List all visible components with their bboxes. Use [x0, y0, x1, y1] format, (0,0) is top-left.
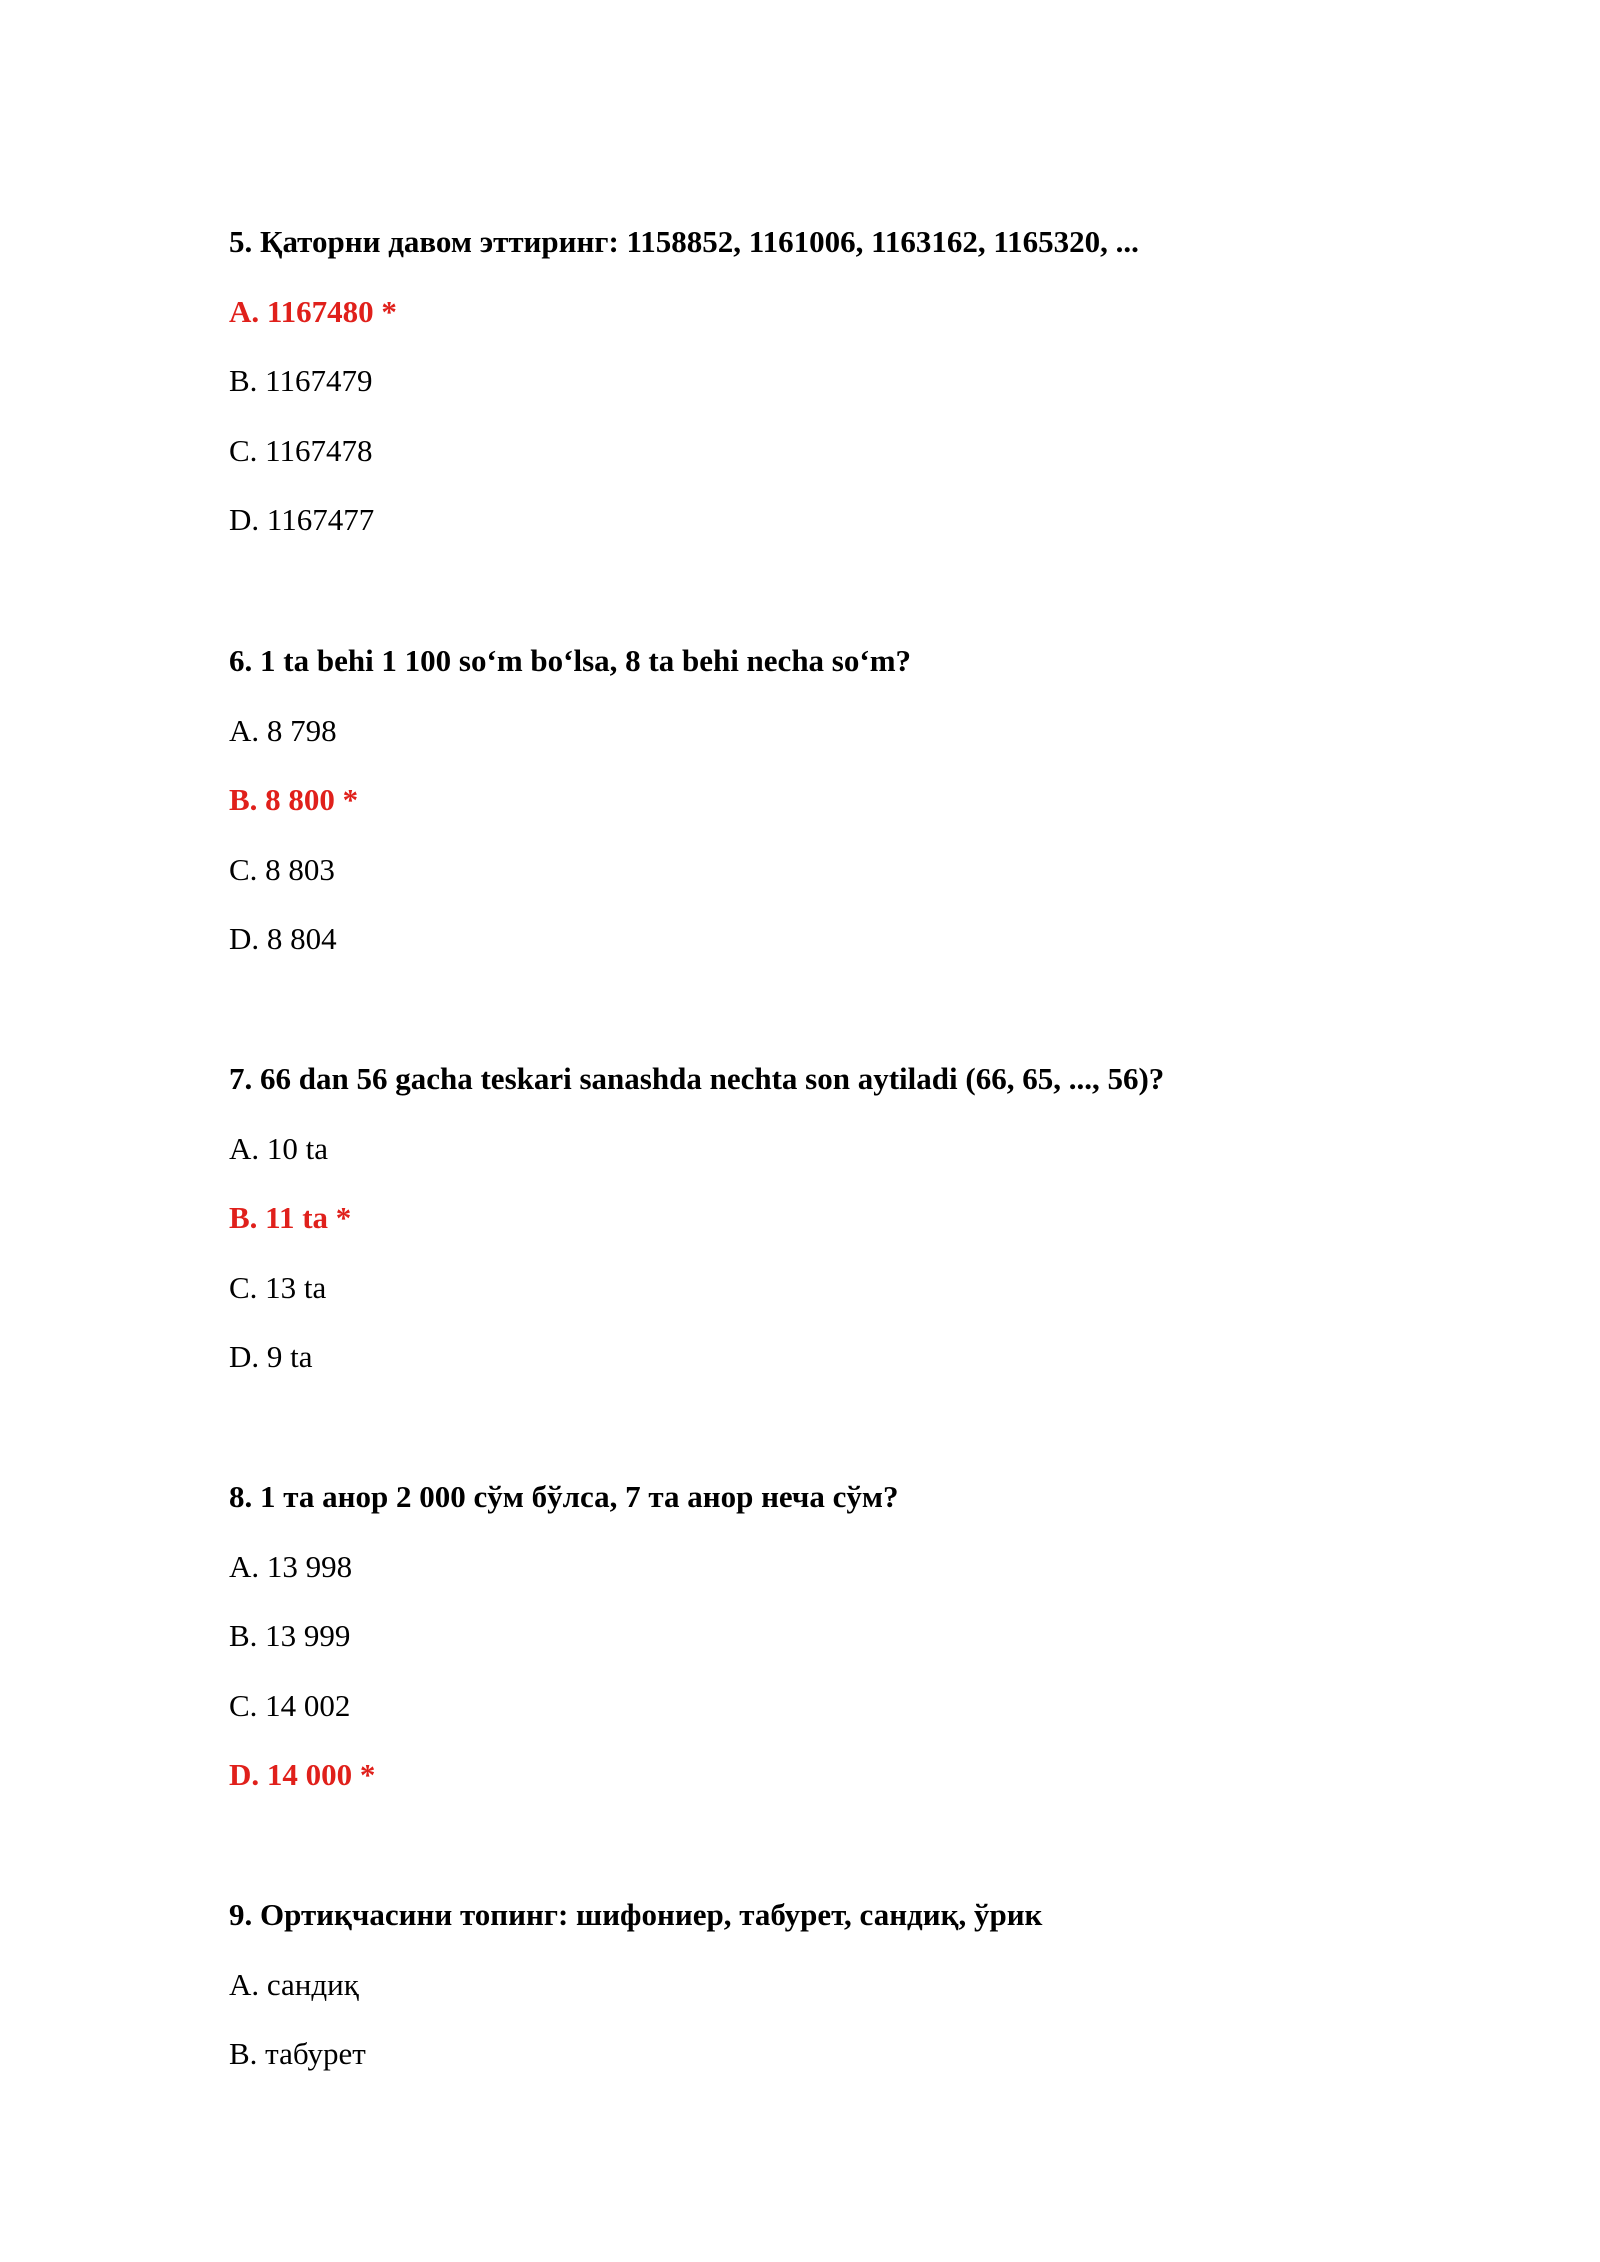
answer-option-b: B. табурет — [229, 2036, 366, 2071]
answer-option-a: A. 1167480 * — [229, 293, 397, 329]
question-7 — [229, 1059, 1529, 1377]
question-text: 9. Ортиқчасини топинг: шифониер, табурет, сандиқ, ўрик — [229, 1897, 1043, 1932]
answer-option-a: A. 10 ta — [229, 1130, 329, 1166]
question-text: 6. 1 ta behi 1 100 so‘m bo‘lsa, 8 ta behi necha so‘m? — [229, 643, 912, 678]
answer-option-a: A. сандиқ — [229, 1966, 359, 2002]
question-text: 7. 66 dan 56 gacha teskari sanashda nechta son aytiladi (66, 65, ..., 56)? — [229, 1061, 1165, 1096]
answer-options — [229, 1965, 1529, 2075]
answer-options — [229, 1129, 1529, 1378]
question-6 — [229, 641, 1529, 959]
answer-option-a: A. 13 998 — [229, 1548, 353, 1584]
answer-option-b: B. 11 ta * — [229, 1200, 352, 1235]
answer-options — [229, 292, 1529, 541]
answer-option-d: D. 1167477 — [229, 502, 375, 537]
answer-option-c: C. 13 ta — [229, 1269, 327, 1305]
answer-option-b: B. 13 999 — [229, 1618, 351, 1653]
question-5 — [229, 222, 1529, 540]
answer-option-b: B. 8 800 * — [229, 782, 359, 817]
answer-option-b: B. 1167479 — [229, 363, 373, 398]
answer-option-d: D. 14 000 * — [229, 1757, 376, 1792]
answer-option-c: C. 14 002 — [229, 1687, 351, 1723]
question-8 — [229, 1477, 1529, 1795]
answer-options — [229, 711, 1529, 960]
question-9 — [229, 1895, 1529, 2074]
answer-option-c: C. 8 803 — [229, 851, 335, 887]
answer-option-c: C. 1167478 — [229, 432, 373, 468]
answer-option-d: D. 9 ta — [229, 1339, 313, 1374]
question-text: 8. 1 та анор 2 000 сўм бўлса, 7 та анор неча сўм? — [229, 1479, 899, 1514]
answer-option-d: D. 8 804 — [229, 921, 337, 956]
answer-options — [229, 1547, 1529, 1796]
answer-option-a: A. 8 798 — [229, 712, 337, 748]
question-text: 5. Қаторни давом эттиринг: 1158852, 1161006, 1163162, 1165320, ... — [229, 224, 1139, 259]
